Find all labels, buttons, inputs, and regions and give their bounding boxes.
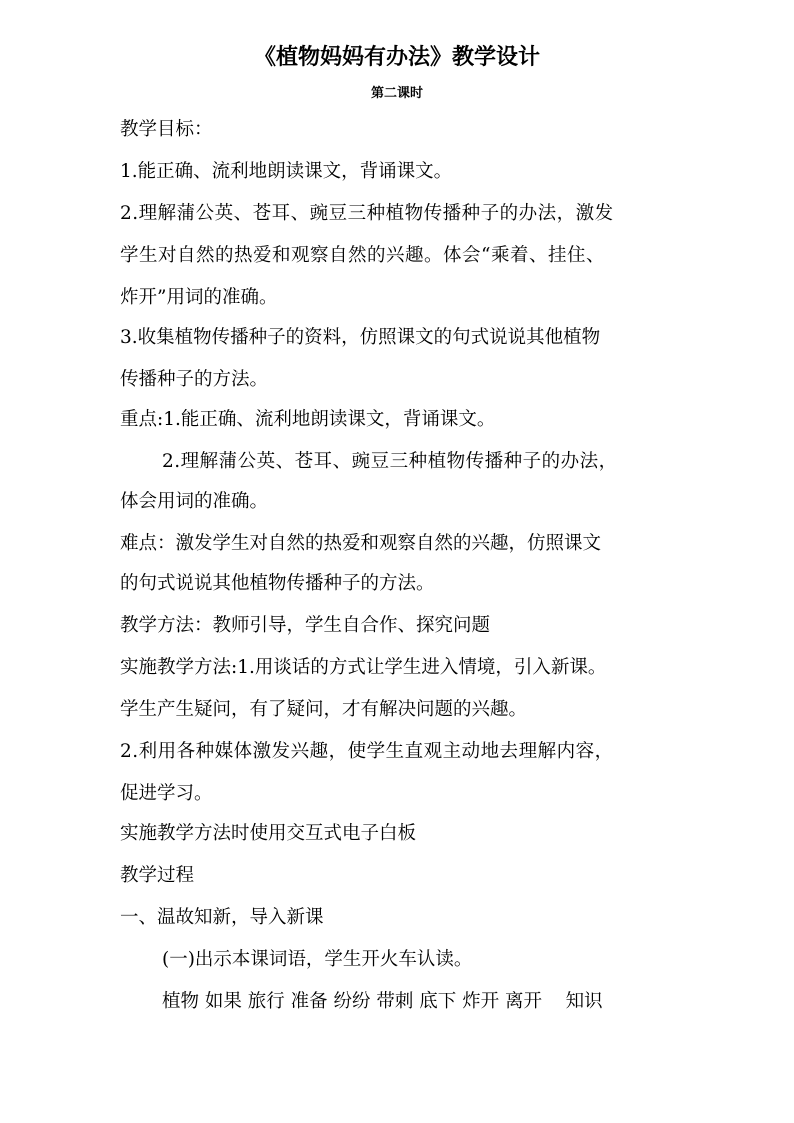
objective-3-line-1: 3.收集植物传播种子的资料，仿照课文的句式说说其他植物 (120, 327, 601, 348)
document-subtitle: 第二课时 (370, 86, 423, 101)
implementation-line-1: 实施教学方法:1.用谈话的方式让学生进入情境，引入新课。 (120, 657, 607, 678)
vocabulary-list: 植物 如果 旅行 准备 纷纷 带刺 底下 炸开 离开 知识 (162, 991, 603, 1012)
teaching-method: 教学方法：教师引导，学生自合作、探究问题 (120, 615, 491, 636)
objective-2-line-1: 2.理解蒲公英、苍耳、豌豆三种植物传播种子的办法，激发 (120, 203, 614, 224)
section-heading-process: 教学过程 (120, 865, 195, 886)
whiteboard-note: 实施教学方法时使用交互式电子白板 (120, 823, 417, 844)
objective-2-line-2: 学生对自然的热爱和观察自然的兴趣。体会“乘着、挂住、 (120, 245, 605, 266)
section-heading-objectives: 教学目标： (120, 119, 213, 140)
objective-3-line-2: 传播种子的方法。 (120, 369, 269, 390)
objective-1: 1.能正确、流利地朗读课文，背诵课文。 (120, 161, 453, 182)
implementation-line-4: 促进学习。 (120, 783, 213, 804)
difficulty-line-2: 的句式说说其他植物传播种子的方法。 (120, 573, 435, 594)
key-points-line-3: 体会用词的准确。 (120, 491, 269, 512)
objective-2-line-3: 炸开”用词的准确。 (120, 287, 278, 308)
step-1-heading: 一、温故知新，导入新课 (120, 907, 324, 928)
step-1-sub-1: (一)出示本课词语，学生开火车认读。 (162, 949, 473, 970)
key-points-line-1: 重点:1.能正确、流利地朗读课文，背诵课文。 (120, 409, 496, 430)
implementation-line-2: 学生产生疑问，有了疑问，才有解决问题的兴趣。 (120, 699, 528, 720)
implementation-line-3: 2.利用各种媒体激发兴趣，使学生直观主动地去理解内容， (120, 741, 614, 762)
key-points-line-2: 2.理解蒲公英、苍耳、豌豆三种植物传播种子的办法， (162, 451, 618, 472)
difficulty-line-1: 难点：激发学生对自然的热爱和观察自然的兴趣，仿照课文 (120, 533, 602, 554)
document-title: 《植物妈妈有办法》教学设计 (253, 45, 540, 70)
